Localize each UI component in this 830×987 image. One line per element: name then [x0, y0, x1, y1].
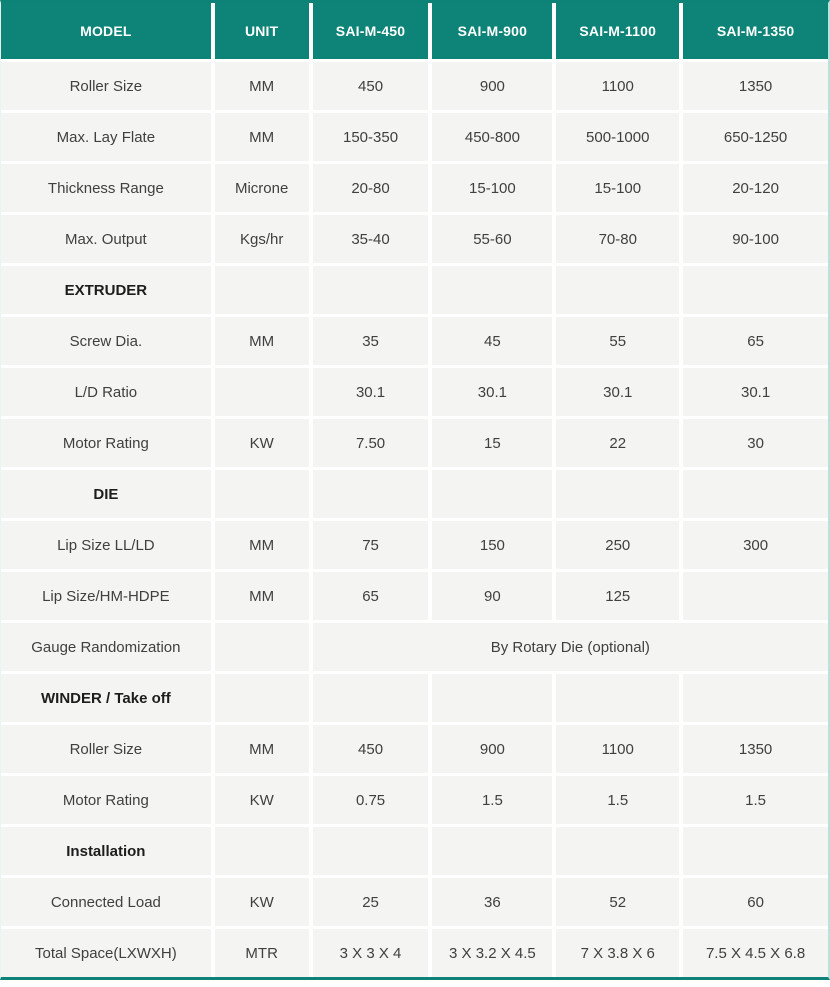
row-unit — [215, 368, 309, 416]
row-unit: Kgs/hr — [215, 215, 309, 263]
row-label: Max. Lay Flate — [1, 113, 211, 161]
empty-cell — [432, 266, 552, 314]
row-value: 30 — [683, 419, 828, 467]
row-unit: Microne — [215, 164, 309, 212]
row-value: 60 — [683, 878, 828, 926]
row-value: 90-100 — [683, 215, 828, 263]
empty-cell — [683, 674, 828, 722]
row-value: 55 — [556, 317, 679, 365]
row-value: 3 X 3 X 4 — [313, 929, 429, 977]
empty-cell — [432, 827, 552, 875]
row-unit: MM — [215, 113, 309, 161]
row-unit: MTR — [215, 929, 309, 977]
empty-cell — [215, 470, 309, 518]
empty-cell — [683, 827, 828, 875]
header-sai-m-1350: SAI-M-1350 — [683, 3, 828, 59]
row-value: 30.1 — [313, 368, 429, 416]
row-label: Thickness Range — [1, 164, 211, 212]
empty-cell — [313, 827, 429, 875]
header-sai-m-900: SAI-M-900 — [432, 3, 552, 59]
row-value: 1350 — [683, 62, 828, 110]
section-label: WINDER / Take off — [1, 674, 211, 722]
row-value: 22 — [556, 419, 679, 467]
row-value: 3 X 3.2 X 4.5 — [432, 929, 552, 977]
empty-cell — [556, 674, 679, 722]
row-value: 90 — [432, 572, 552, 620]
row-label: Motor Rating — [1, 776, 211, 824]
header-model: MODEL — [1, 3, 211, 59]
row-label: Max. Output — [1, 215, 211, 263]
section-label: Installation — [1, 827, 211, 875]
empty-cell — [683, 266, 828, 314]
row-value: 900 — [432, 62, 552, 110]
empty-cell — [313, 470, 429, 518]
row-value: 15 — [432, 419, 552, 467]
empty-cell — [556, 470, 679, 518]
row-value: 250 — [556, 521, 679, 569]
row-label: Connected Load — [1, 878, 211, 926]
row-unit: MM — [215, 572, 309, 620]
row-value: 450 — [313, 62, 429, 110]
row-value: 20-80 — [313, 164, 429, 212]
row-value: 1350 — [683, 725, 828, 773]
row-value: 150-350 — [313, 113, 429, 161]
row-value: 35-40 — [313, 215, 429, 263]
row-label: Roller Size — [1, 62, 211, 110]
row-value: 30.1 — [556, 368, 679, 416]
row-label: Motor Rating — [1, 419, 211, 467]
row-value: 7.5 X 4.5 X 6.8 — [683, 929, 828, 977]
row-value: 1.5 — [683, 776, 828, 824]
empty-cell — [683, 470, 828, 518]
empty-cell — [432, 674, 552, 722]
row-label: Lip Size LL/LD — [1, 521, 211, 569]
row-value: 7 X 3.8 X 6 — [556, 929, 679, 977]
section-label: DIE — [1, 470, 211, 518]
header-sai-m-450: SAI-M-450 — [313, 3, 429, 59]
row-label: Roller Size — [1, 725, 211, 773]
empty-cell — [432, 470, 552, 518]
empty-cell — [556, 266, 679, 314]
row-value: 55-60 — [432, 215, 552, 263]
row-unit: KW — [215, 419, 309, 467]
merged-value-cell: By Rotary Die (optional) — [313, 623, 828, 671]
row-value: 450 — [313, 725, 429, 773]
row-value: 25 — [313, 878, 429, 926]
row-label: L/D Ratio — [1, 368, 211, 416]
row-value: 1100 — [556, 725, 679, 773]
empty-cell — [215, 827, 309, 875]
empty-cell — [313, 674, 429, 722]
header-sai-m-1100: SAI-M-1100 — [556, 3, 679, 59]
empty-cell — [215, 674, 309, 722]
row-unit: MM — [215, 725, 309, 773]
row-value: 1.5 — [432, 776, 552, 824]
empty-cell — [215, 266, 309, 314]
section-label: EXTRUDER — [1, 266, 211, 314]
row-value: 1100 — [556, 62, 679, 110]
row-value: 30.1 — [683, 368, 828, 416]
row-value: 500-1000 — [556, 113, 679, 161]
row-value: 45 — [432, 317, 552, 365]
row-value: 0.75 — [313, 776, 429, 824]
row-value: 35 — [313, 317, 429, 365]
row-value: 7.50 — [313, 419, 429, 467]
row-unit: MM — [215, 521, 309, 569]
row-label: Lip Size/HM-HDPE — [1, 572, 211, 620]
row-unit: KW — [215, 878, 309, 926]
row-value: 650-1250 — [683, 113, 828, 161]
row-value: 36 — [432, 878, 552, 926]
row-value — [683, 572, 828, 620]
row-value: 65 — [313, 572, 429, 620]
row-label: Gauge Randomization — [1, 623, 211, 671]
empty-cell — [313, 266, 429, 314]
row-value: 15-100 — [556, 164, 679, 212]
row-unit: MM — [215, 62, 309, 110]
row-value: 1.5 — [556, 776, 679, 824]
row-value: 70-80 — [556, 215, 679, 263]
row-value: 900 — [432, 725, 552, 773]
row-value: 30.1 — [432, 368, 552, 416]
row-value: 125 — [556, 572, 679, 620]
row-label: Screw Dia. — [1, 317, 211, 365]
header-unit: UNIT — [215, 3, 309, 59]
row-value: 20-120 — [683, 164, 828, 212]
row-value: 75 — [313, 521, 429, 569]
row-value: 450-800 — [432, 113, 552, 161]
row-unit: KW — [215, 776, 309, 824]
row-unit — [215, 623, 309, 671]
row-value: 65 — [683, 317, 828, 365]
row-value: 52 — [556, 878, 679, 926]
row-unit: MM — [215, 317, 309, 365]
empty-cell — [556, 827, 679, 875]
row-value: 150 — [432, 521, 552, 569]
row-value: 300 — [683, 521, 828, 569]
row-value: 15-100 — [432, 164, 552, 212]
row-label: Total Space(LXWXH) — [1, 929, 211, 977]
